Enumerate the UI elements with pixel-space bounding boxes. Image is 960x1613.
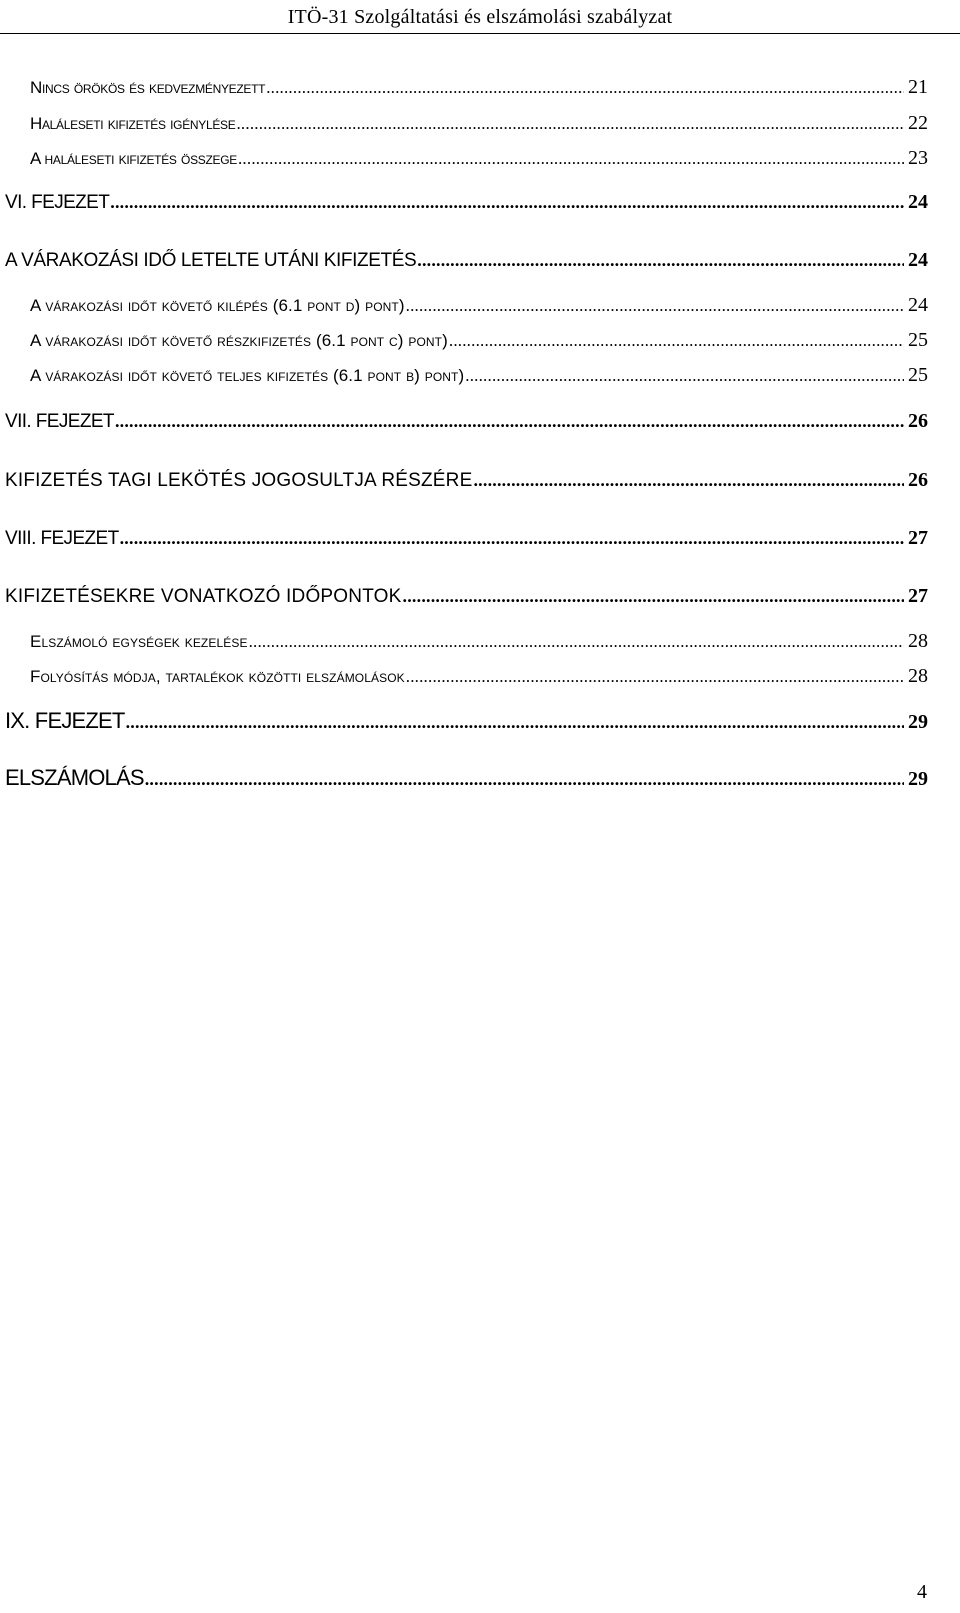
toc-entry-label: KIFIZETÉSEKRE VONATKOZÓ IDŐPONTOK [5,586,402,607]
toc-entry-label: VII. FEJEZET [5,411,114,432]
toc-section-entry[interactable] [5,585,928,608]
toc-entry-label: ELSZÁMOLÁS [5,765,144,790]
toc-entry-label: A várakozási időt követő részkifizetés (6.1 pont c) pont) [30,331,448,350]
toc-entry-page: 23 [908,147,928,169]
toc-section-entry[interactable] [5,249,928,272]
dot-leader [406,667,904,687]
dot-leader [465,366,904,386]
dot-leader [473,470,904,491]
dot-leader [145,769,904,790]
toc-entry-page: 26 [908,410,928,432]
toc-entry-page: 24 [908,191,928,213]
document-title: ITÖ-31 Szolgáltatási és elszámolási szabályzat [287,6,673,28]
toc-entry-page: 24 [908,294,928,316]
toc-entry-page: 29 [908,768,928,790]
dot-leader [110,192,904,213]
dot-leader [249,632,904,652]
toc-entry-page: 25 [908,329,928,351]
toc-entry-page: 24 [908,249,928,271]
dot-leader [406,296,904,316]
dot-leader [115,411,904,432]
toc-entry[interactable] [30,76,928,99]
toc-entry-label: A várakozási időt követő teljes kifizetés (6.1 pont b) pont) [30,366,465,385]
toc-section-entry[interactable] [5,765,928,791]
dot-leader [238,149,904,169]
toc-entry[interactable] [30,147,928,170]
toc-entry-label: Nincs örökös és kedvezményezett [30,78,266,97]
toc-section-entry[interactable] [5,469,928,492]
toc-entry-page: 27 [908,585,928,607]
page-header [0,0,960,34]
toc-entry-label: Elszámoló egységek kezelése [30,632,248,651]
toc-entry-label: Haláleseti kifizetés igénylése [30,114,236,133]
dot-leader [417,250,904,271]
toc-entry-label: A haláleseti kifizetés összege [30,149,237,168]
toc-entry-page: 22 [908,112,928,134]
toc-subsection-entry[interactable] [30,665,928,688]
toc-entry-page: 27 [908,527,928,549]
toc-entry-page: 28 [908,630,928,652]
toc-entry-label: VI. FEJEZET [5,192,110,213]
toc-entry-label: A várakozási időt követő kilépés (6.1 pont d) pont) [30,296,405,315]
toc-subsection-entry[interactable] [30,630,928,653]
dot-leader [236,114,904,134]
toc-entry-page: 25 [908,364,928,386]
toc-chapter-entry[interactable] [5,527,928,550]
dot-leader [449,331,904,351]
toc-subsection-entry[interactable] [30,294,928,317]
toc-chapter-entry[interactable] [5,191,928,214]
toc-entry-page: 28 [908,665,928,687]
toc-entry-page: 26 [908,469,928,491]
toc-chapter-entry[interactable] [5,410,928,433]
toc-entry-page: 29 [908,711,928,733]
page-number: 4 [917,1581,927,1603]
dot-leader [120,528,904,549]
toc-entry-label: Folyósítás módja, tartalékok közötti elszámolások [30,667,405,686]
toc-entry-label: VIII. FEJEZET [5,528,119,549]
toc-entry[interactable] [30,112,928,135]
dot-leader [266,78,904,98]
toc-entry-label: KIFIZETÉS TAGI LEKÖTÉS JOGOSULTJA RÉSZÉRE [5,470,473,491]
toc-subsection-entry[interactable] [30,364,928,387]
toc-entry-label: IX. FEJEZET [5,708,125,733]
toc-entry-label: A VÁRAKOZÁSI IDŐ LETELTE UTÁNI KIFIZETÉS [5,250,417,271]
toc-subsection-entry[interactable] [30,329,928,352]
toc-chapter-entry[interactable] [5,708,928,734]
dot-leader [403,586,904,607]
toc-entry-page: 21 [908,76,928,98]
dot-leader [126,712,904,733]
